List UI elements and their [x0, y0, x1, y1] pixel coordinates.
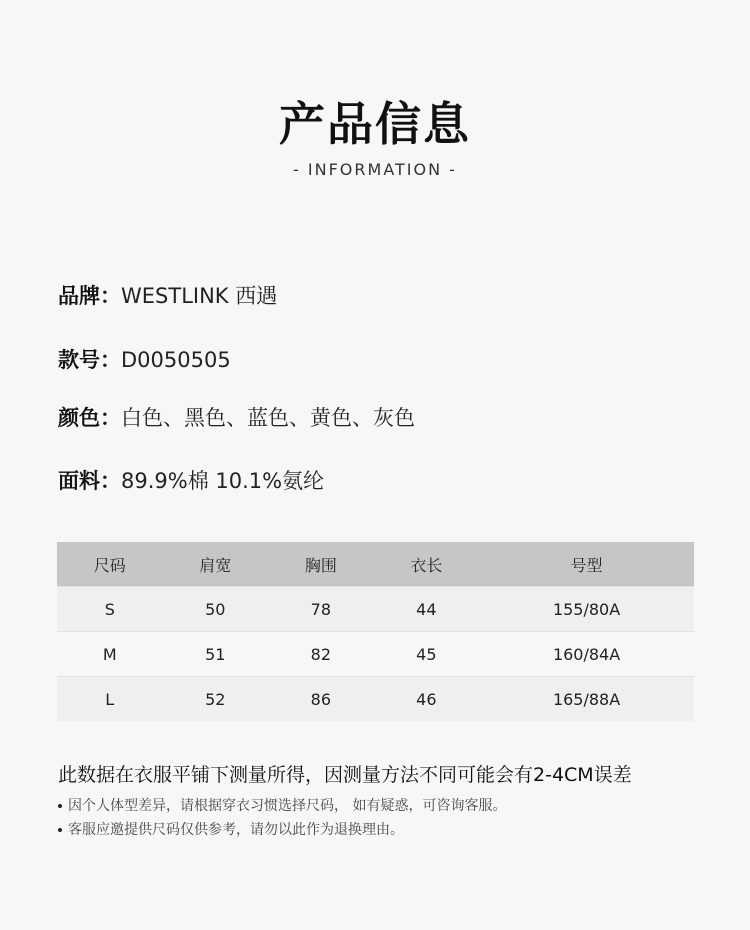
- table-cell: 165/88A: [479, 677, 694, 722]
- bullet-icon: [58, 828, 62, 832]
- table-cell: L: [57, 677, 163, 722]
- column-header: 衣长: [374, 542, 480, 587]
- table-cell: 82: [268, 632, 374, 677]
- info-label: 颜色：: [58, 406, 121, 430]
- column-header: 尺码: [57, 542, 163, 587]
- note-item: [58, 795, 506, 815]
- table-cell: 51: [163, 632, 269, 677]
- info-colors: [58, 402, 415, 432]
- column-header: 肩宽: [163, 542, 269, 587]
- info-style-number: [58, 344, 231, 374]
- bullet-icon: [58, 804, 62, 808]
- table-row: [57, 677, 694, 722]
- table-cell: 45: [374, 632, 480, 677]
- table-cell: 44: [374, 587, 480, 632]
- note-item: [58, 819, 404, 839]
- table-cell: 46: [374, 677, 480, 722]
- size-table: [57, 542, 694, 721]
- info-label: 面料：: [58, 469, 121, 493]
- table-cell: M: [57, 632, 163, 677]
- column-header: 号型: [479, 542, 694, 587]
- table-cell: 50: [163, 587, 269, 632]
- note-text: 客服应邀提供尺码仅供参考，请勿以此作为退换理由。: [68, 822, 404, 838]
- info-value: 89.9%棉 10.1%氨纶: [121, 469, 325, 493]
- measurement-note: 此数据在衣服平铺下测量所得，因测量方法不同可能会有2-4CM误差: [58, 764, 632, 786]
- info-brand: [58, 280, 277, 310]
- table-cell: 86: [268, 677, 374, 722]
- table-cell: S: [57, 587, 163, 632]
- info-value: 白色、黑色、蓝色、黄色、灰色: [121, 406, 415, 430]
- info-label: 款号：: [58, 348, 121, 372]
- info-value: D0050505: [121, 348, 231, 372]
- column-header: 胸围: [268, 542, 374, 587]
- table-cell: 78: [268, 587, 374, 632]
- table-cell: 52: [163, 677, 269, 722]
- info-label: 品牌：: [58, 284, 121, 308]
- info-value: WESTLINK 西遇: [121, 284, 278, 308]
- table-row: [57, 587, 694, 632]
- info-fabric: [58, 465, 324, 495]
- table-header-row: [57, 542, 694, 587]
- note-text: 因个人体型差异，请根据穿衣习惯选择尺码， 如有疑惑，可咨询客服。: [68, 798, 507, 814]
- page-subtitle: - INFORMATION -: [293, 160, 457, 179]
- page-title: 产品信息: [279, 97, 471, 151]
- table-cell: 160/84A: [479, 632, 694, 677]
- table-row: [57, 632, 694, 677]
- table-cell: 155/80A: [479, 587, 694, 632]
